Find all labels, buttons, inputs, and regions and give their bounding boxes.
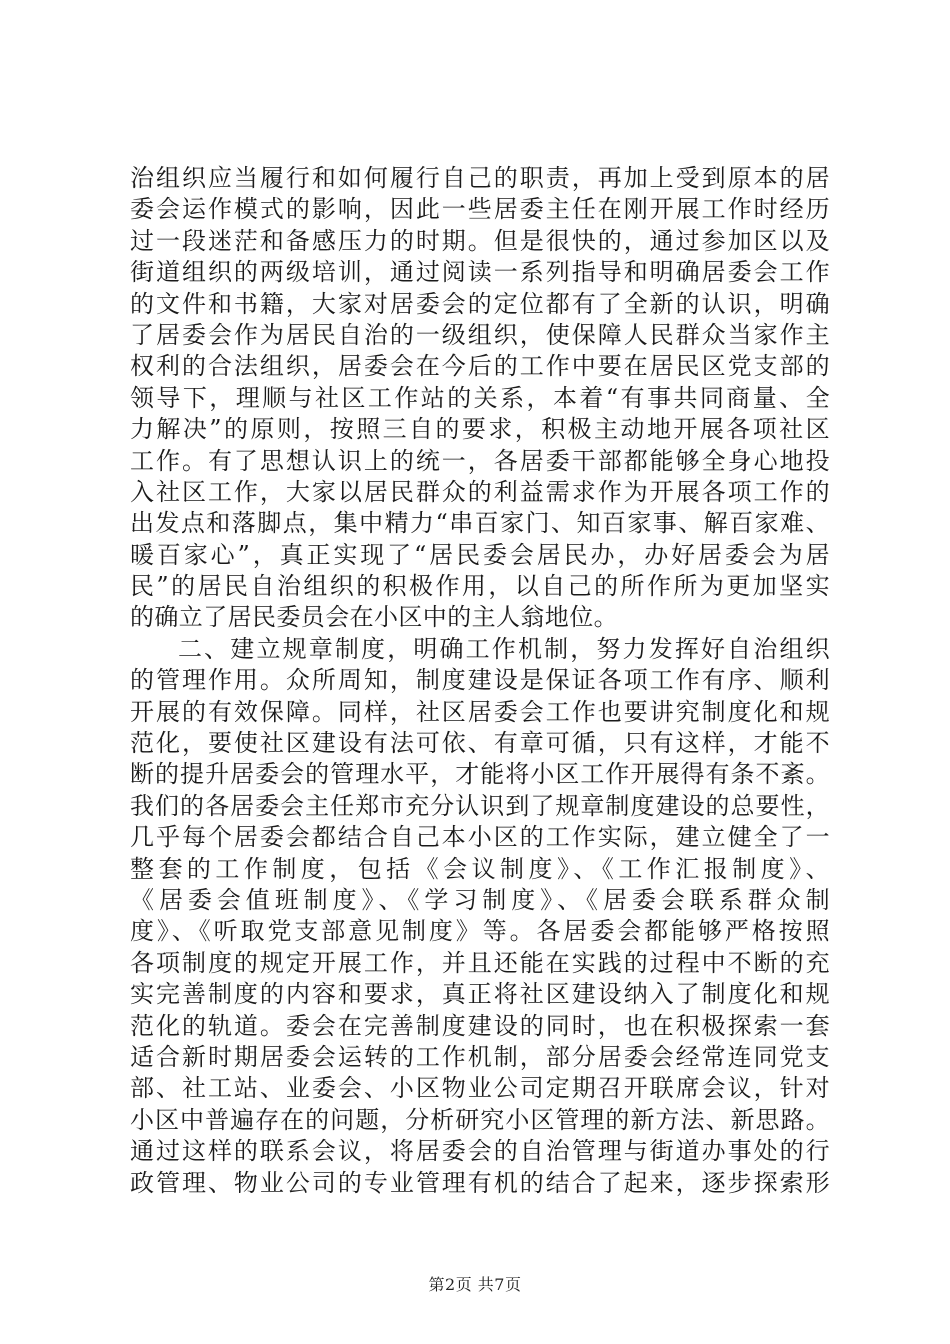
text-line: 政管理、物业公司的专业管理有机的结合了起来，逐步探索形 (130, 1168, 830, 1197)
text-line: 几乎每个居委会都结合自己本小区的工作实际，建立健全了一 (130, 823, 830, 852)
text-line: 断的提升居委会的管理水平，才能将小区工作开展得有条不紊。 (130, 760, 830, 789)
text-line: 部、社工站、业委会、小区物业公司定期召开联席会议，针对 (130, 1074, 830, 1103)
text-line: 范化的轨道。委会在完善制度建设的同时，也在积极探索一套 (130, 1011, 830, 1040)
text-line: 度》、《听取党支部意见制度》等。各居委会都能够严格按照 (130, 917, 830, 946)
text-line: 实完善制度的内容和要求，真正将社区建设纳入了制度化和规 (130, 980, 830, 1009)
text-line: 小区中普遍存在的问题，分析研究小区管理的新方法、新思路。 (130, 1105, 830, 1134)
text-line: 适合新时期居委会运转的工作机制，部分居委会经常连同党支 (130, 1042, 830, 1071)
text-line: 的确立了居民委员会在小区中的主人翁地位。 (130, 603, 618, 632)
text-line: 暖百家心”，真正实现了“居民委会居民办，办好居委会为居 (130, 540, 830, 569)
text-line: 力解决”的原则，按照三自的要求，积极主动地开展各项社区 (130, 415, 830, 444)
text-line: 了居委会作为居民自治的一级组织，使保障人民群众当家作主 (130, 320, 830, 349)
text-line: 权利的合法组织，居委会在今后的工作中要在居民区党支部的 (130, 352, 830, 381)
text-line: 开展的有效保障。同样，社区居委会工作也要讲究制度化和规 (130, 697, 830, 726)
text-line: 《居委会值班制度》、《学习制度》、《居委会联系群众制 (130, 885, 830, 914)
document-body (130, 163, 830, 1199)
text-line: 范化，要使社区建设有法可依、有章可循，只有这样，才能不 (130, 729, 830, 758)
text-line: 街道组织的两级培训，通过阅读一系列指导和明确居委会工作 (130, 258, 830, 287)
text-line: 工作。有了思想认识上的统一，各居委干部都能够全身心地投 (130, 446, 830, 475)
text-line: 治组织应当履行和如何履行自己的职责，再加上受到原本的居 (130, 164, 830, 192)
text-line: 过一段迷茫和备感压力的时期。但是很快的，通过参加区以及 (130, 226, 830, 255)
text-line: 委会运作模式的影响，因此一些居委主任在刚开展工作时经历 (130, 195, 830, 224)
text-line: 入社区工作，大家以居民群众的利益需求作为开展各项工作的 (130, 477, 830, 506)
text-line: 民”的居民自治组织的积极作用，以自己的所作所为更加坚实 (130, 572, 830, 601)
text-line: 各项制度的规定开展工作，并且还能在实践的过程中不断的充 (130, 948, 830, 977)
text-line: 我们的各居委会主任郑市充分认识到了规章制度建设的总要性， (130, 791, 830, 820)
text-line: 出发点和落脚点，集中精力“串百家门、知百家事、解百家难、 (130, 509, 830, 538)
text-line: 通过这样的联系会议，将居委会的自治管理与街道办事处的行 (130, 1137, 830, 1166)
text-line: 的文件和书籍，大家对居委会的定位都有了全新的认识，明确 (130, 289, 830, 318)
page-number-footer: 第2页 共7页 (428, 1275, 522, 1294)
text-line: 的管理作用。众所周知，制度建设是保证各项工作有序、顺利 (130, 666, 830, 695)
text-line: 领导下，理顺与社区工作站的关系，本着“有事共同商量、全 (130, 383, 830, 412)
text-line: 二、建立规章制度，明确工作机制，努力发挥好自治组织 (178, 634, 830, 663)
text-line: 整套的工作制度，包括《会议制度》、《工作汇报制度》、 (130, 854, 830, 883)
